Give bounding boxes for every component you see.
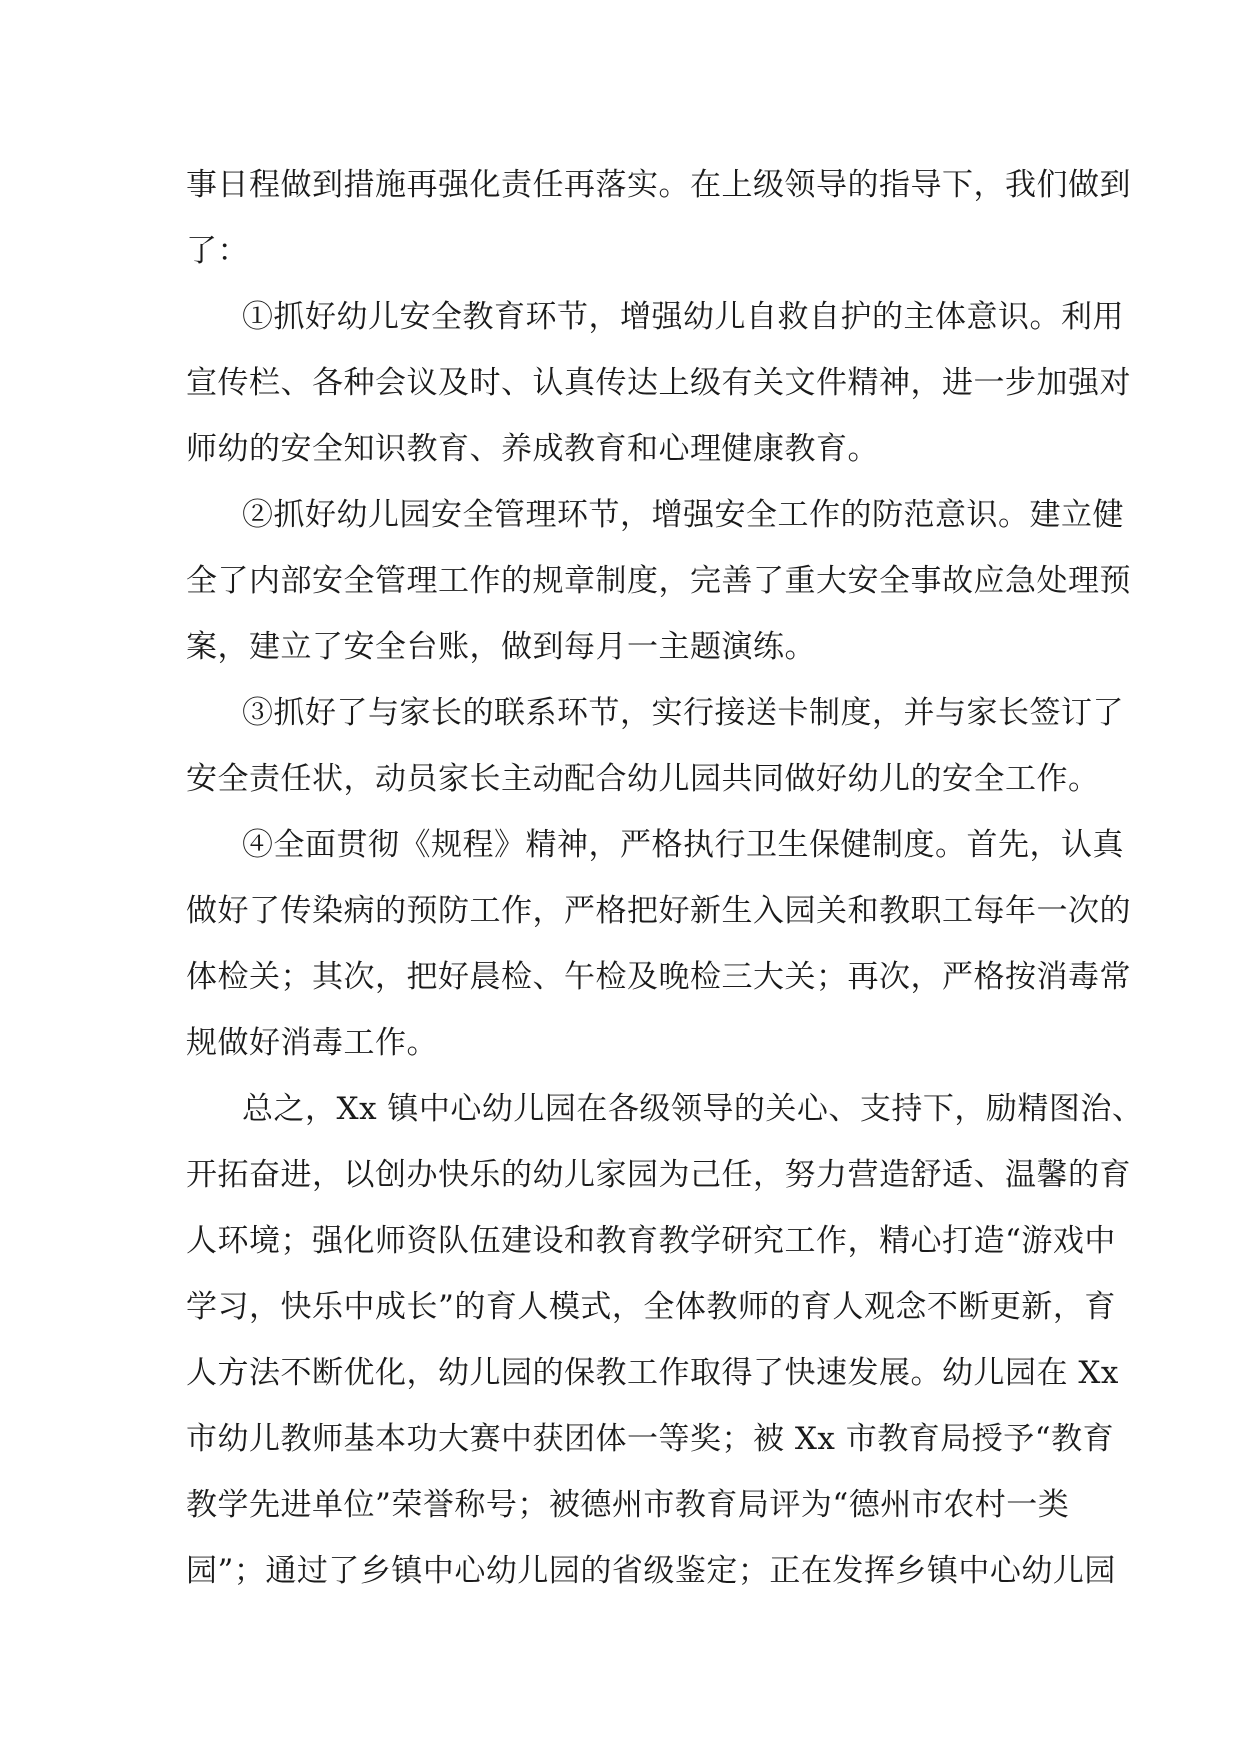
text-line: 人环境；强化师资队伍建设和教育教学研究工作，精心打造“游戏中 [186, 1223, 1116, 1259]
text-line: 事日程做到措施再强化责任再落实。在上级领导的指导下，我们做到 [186, 167, 1131, 203]
text-line: 总之，Xx 镇中心幼儿园在各级领导的关心、支持下，励精图治、 [242, 1091, 1144, 1127]
text-line: 开拓奋进，以创办快乐的幼儿家园为己任，努力营造舒适、温馨的育 [186, 1157, 1131, 1193]
text-line: 师幼的安全知识教育、养成教育和心理健康教育。 [186, 431, 879, 467]
text-line: 规做好消毒工作。 [186, 1025, 438, 1061]
text-line: ③抓好了与家长的联系环节，实行接送卡制度，并与家长签订了 [242, 695, 1124, 731]
text-line: ①抓好幼儿安全教育环节，增强幼儿自救自护的主体意识。利用 [242, 299, 1124, 335]
paragraph-3 [186, 482, 1131, 680]
text-line: 安全责任状，动员家长主动配合幼儿园共同做好幼儿的安全工作。 [186, 761, 1100, 797]
text-line: 市幼儿教师基本功大赛中获团体一等奖；被 Xx 市教育局授予“教育 [186, 1421, 1115, 1457]
text-line: ②抓好幼儿园安全管理环节，增强安全工作的防范意识。建立健 [242, 497, 1124, 533]
text-line: 园”；通过了乡镇中心幼儿园的省级鉴定；正在发挥乡镇中心幼儿园 [186, 1553, 1116, 1589]
paragraph-5 [186, 812, 1131, 1076]
text-line: 教学先进单位”荣誉称号；被德州市教育局评为“德州市农村一类 [186, 1487, 1070, 1523]
paragraph-6 [186, 1076, 1144, 1604]
text-line: 人方法不断优化，幼儿园的保教工作取得了快速发展。幼儿园在 Xx [186, 1355, 1119, 1391]
text-line: 体检关；其次，把好晨检、午检及晚检三大关；再次，严格按消毒常 [186, 959, 1131, 995]
text-line: 全了内部安全管理工作的规章制度，完善了重大安全事故应急处理预 [186, 563, 1131, 599]
text-line: 学习，快乐中成长”的育人模式，全体教师的育人观念不断更新，育 [186, 1289, 1116, 1325]
text-line: 案，建立了安全台账，做到每月一主题演练。 [186, 629, 816, 665]
text-line: ④全面贯彻《规程》精神，严格执行卫生保健制度。首先，认真 [242, 827, 1124, 863]
document-body [186, 152, 1144, 1604]
text-line: 宣传栏、各种会议及时、认真传达上级有关文件精神，进一步加强对 [186, 365, 1131, 401]
paragraph-4 [186, 680, 1124, 812]
paragraph-1 [186, 152, 1131, 284]
paragraph-2 [186, 284, 1131, 482]
text-line: 了： [186, 233, 249, 269]
text-line: 做好了传染病的预防工作，严格把好新生入园关和教职工每年一次的 [186, 893, 1131, 929]
